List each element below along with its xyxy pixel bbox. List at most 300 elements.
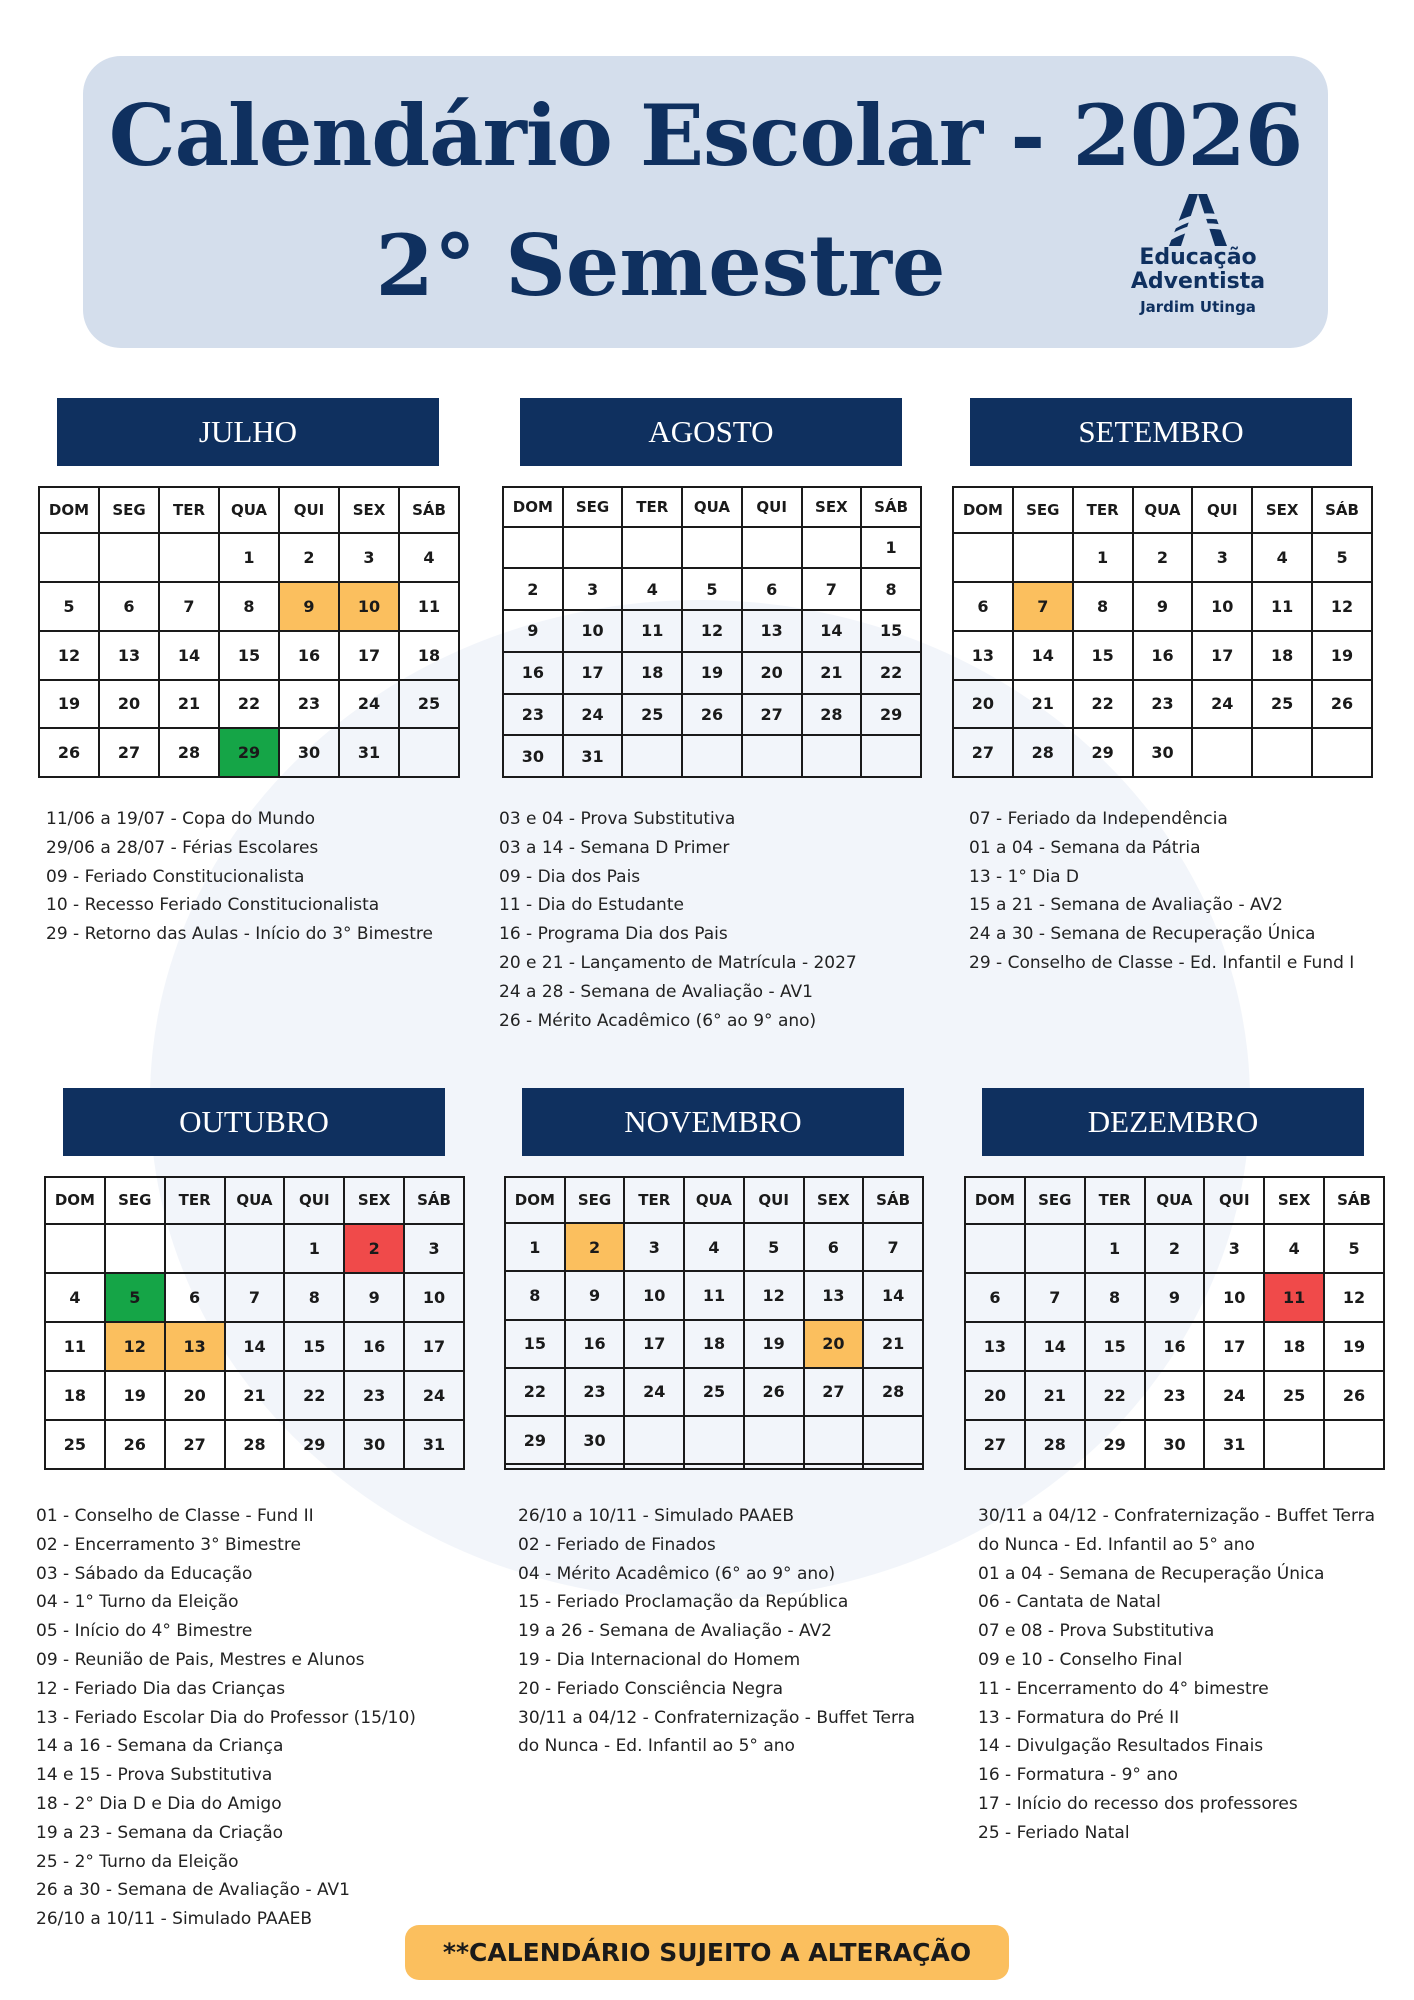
event-item: 01 - Conselho de Classe - Fund II	[36, 1506, 314, 1526]
day-cell: 26	[1324, 1371, 1384, 1420]
event-item: 02 - Encerramento 3° Bimestre	[36, 1534, 301, 1555]
event-item: 25 - 2° Turno da Eleição	[36, 1851, 239, 1872]
event-item: 19 a 23 - Semana da Criação	[36, 1822, 284, 1843]
empty-cell	[159, 533, 219, 582]
day-cell: 30	[344, 1420, 404, 1469]
day-cell: 16	[279, 631, 339, 680]
week-row	[953, 582, 1372, 631]
empty-cell	[563, 527, 623, 569]
empty-cell	[682, 735, 742, 777]
day-cell: 27	[804, 1368, 864, 1416]
weekday-row	[953, 487, 1372, 533]
weekday-label: SEG	[565, 1177, 625, 1223]
weekday-label: QUI	[1204, 1177, 1264, 1224]
day-cell: 21	[225, 1371, 285, 1420]
day-cell: 1	[1073, 533, 1133, 582]
event-item: 12 - Feriado Dia das Crianças	[36, 1678, 286, 1699]
week-row	[505, 1416, 923, 1464]
day-cell: 17	[339, 631, 399, 680]
week-row	[39, 728, 459, 777]
week-row	[503, 694, 921, 736]
week-row	[503, 527, 921, 569]
day-cell: 8	[861, 568, 921, 610]
empty-cell	[1013, 533, 1073, 582]
day-cell: 19	[682, 652, 742, 694]
day-cell: 6	[99, 582, 159, 631]
day-cell: 22	[505, 1368, 565, 1416]
weekday-label: SEX	[1264, 1177, 1324, 1224]
event-item: 02 - Feriado de Finados	[518, 1534, 716, 1555]
event-item: 30/11 a 04/12 - Confraternização - Buffet Terra	[978, 1506, 1376, 1526]
day-cell: 13	[99, 631, 159, 680]
day-cell: 7	[1013, 582, 1073, 631]
day-cell: 27	[742, 694, 802, 736]
day-cell: 19	[744, 1320, 804, 1368]
week-row	[953, 680, 1372, 729]
day-cell: 13	[804, 1271, 864, 1319]
empty-cell	[684, 1464, 744, 1469]
week-row	[39, 533, 459, 582]
month-header-0: JULHO	[57, 398, 439, 466]
event-item: 15 a 21 - Semana de Avaliação - AV2	[969, 895, 1283, 916]
weekday-label: DOM	[953, 487, 1013, 533]
day-cell: 4	[1252, 533, 1312, 582]
day-cell: 23	[503, 694, 563, 736]
day-cell: 11	[1252, 582, 1312, 631]
weekday-row	[503, 487, 921, 527]
weekday-label: QUA	[684, 1177, 744, 1223]
day-cell: 8	[1073, 582, 1133, 631]
empty-cell	[965, 1224, 1025, 1273]
event-item: 07 e 08 - Prova Substitutiva	[978, 1621, 1215, 1642]
day-cell: 30	[503, 735, 563, 777]
day-cell: 6	[965, 1273, 1025, 1322]
weekday-label: QUI	[284, 1177, 344, 1224]
empty-cell	[1025, 1224, 1085, 1273]
weekday-label: DOM	[505, 1177, 565, 1223]
week-row	[39, 680, 459, 729]
day-cell: 2	[279, 533, 339, 582]
events-list	[499, 805, 857, 1035]
empty-cell	[505, 1464, 565, 1469]
day-cell: 28	[1013, 728, 1073, 777]
day-cell: 1	[505, 1223, 565, 1271]
day-cell: 12	[105, 1322, 165, 1371]
event-item: 14 a 16 - Semana da Criança	[36, 1736, 284, 1757]
day-cell: 12	[682, 610, 742, 652]
day-cell: 21	[159, 680, 219, 729]
event-item: 29 - Retorno das Aulas - Início do 3° Bimestre	[46, 924, 433, 945]
day-cell: 6	[804, 1223, 864, 1271]
day-cell: 9	[503, 610, 563, 652]
day-cell: 9	[565, 1271, 625, 1319]
week-row	[505, 1271, 923, 1319]
event-item: 19 a 26 - Semana de Avaliação - AV2	[518, 1621, 832, 1642]
logo-line-1: Educação	[1139, 245, 1257, 270]
day-cell: 10	[404, 1273, 464, 1322]
empty-cell	[744, 1464, 804, 1469]
event-item: 11 - Dia do Estudante	[499, 895, 684, 916]
header-banner	[83, 56, 1328, 348]
empty-cell	[45, 1224, 105, 1273]
event-item: 16 - Formatura - 9° ano	[978, 1765, 1178, 1786]
day-cell: 23	[1133, 680, 1193, 729]
event-item: 24 a 28 - Semana de Avaliação - AV1	[499, 981, 813, 1002]
events-list	[46, 805, 433, 949]
day-cell: 26	[39, 728, 99, 777]
day-cell: 18	[45, 1371, 105, 1420]
event-item: 10 - Recesso Feriado Constitucionalista	[46, 895, 380, 916]
day-cell: 9	[1145, 1273, 1205, 1322]
weekday-label: TER	[624, 1177, 684, 1223]
day-cell: 25	[1252, 680, 1312, 729]
day-cell: 27	[965, 1420, 1025, 1469]
empty-cell	[624, 1416, 684, 1464]
weekday-label: SÁB	[1324, 1177, 1384, 1224]
weekday-label: TER	[159, 487, 219, 533]
day-cell: 22	[1085, 1371, 1145, 1420]
day-cell: 30	[1145, 1420, 1205, 1469]
week-row	[953, 533, 1372, 582]
events-list	[518, 1502, 915, 1761]
empty-cell	[1324, 1420, 1384, 1469]
day-cell: 19	[105, 1371, 165, 1420]
day-cell: 14	[1013, 631, 1073, 680]
weekday-label: SÁB	[404, 1177, 464, 1224]
day-cell: 31	[1204, 1420, 1264, 1469]
day-cell: 27	[99, 728, 159, 777]
day-cell: 19	[39, 680, 99, 729]
event-item: 30/11 a 04/12 - Confraternização - Buffet Terra	[518, 1707, 916, 1728]
week-row	[503, 568, 921, 610]
event-item: 25 - Feriado Natal	[978, 1822, 1130, 1843]
day-cell: 20	[99, 680, 159, 729]
day-cell: 6	[165, 1273, 225, 1322]
day-cell: 4	[622, 568, 682, 610]
day-cell: 22	[861, 652, 921, 694]
day-cell: 14	[863, 1271, 923, 1319]
event-item: 14 - Divulgação Resultados Finais	[978, 1736, 1264, 1757]
day-cell: 22	[284, 1371, 344, 1420]
day-cell: 9	[279, 582, 339, 631]
weekday-label: SEX	[802, 487, 862, 527]
day-cell: 16	[1133, 631, 1193, 680]
event-item: 09 - Feriado Constitucionalista	[46, 866, 305, 887]
day-cell: 21	[863, 1320, 923, 1368]
day-cell: 8	[505, 1271, 565, 1319]
day-cell: 26	[1312, 680, 1372, 729]
day-cell: 13	[165, 1322, 225, 1371]
day-cell: 28	[1025, 1420, 1085, 1469]
calendar-grid	[952, 486, 1373, 778]
weekday-label: DOM	[503, 487, 563, 527]
day-cell: 23	[344, 1371, 404, 1420]
week-row	[965, 1224, 1384, 1273]
day-cell: 26	[105, 1420, 165, 1469]
day-cell: 8	[219, 582, 279, 631]
day-cell: 1	[861, 527, 921, 569]
day-cell: 8	[284, 1273, 344, 1322]
event-item: 06 - Cantata de Natal	[978, 1592, 1161, 1613]
week-row	[45, 1371, 464, 1420]
empty-cell	[39, 533, 99, 582]
weekday-label: SÁB	[861, 487, 921, 527]
weekday-label: SEG	[99, 487, 159, 533]
day-cell: 20	[965, 1371, 1025, 1420]
day-cell: 25	[684, 1368, 744, 1416]
empty-cell	[804, 1416, 864, 1464]
empty-cell	[1252, 728, 1312, 777]
day-cell: 17	[563, 652, 623, 694]
week-row	[965, 1322, 1384, 1371]
empty-cell	[953, 533, 1013, 582]
calendar-grid	[502, 486, 922, 778]
day-cell: 7	[1025, 1273, 1085, 1322]
empty-cell	[742, 527, 802, 569]
week-row	[39, 631, 459, 680]
day-cell: 27	[165, 1420, 225, 1469]
day-cell: 14	[1025, 1322, 1085, 1371]
event-item: 17 - Início do recesso dos professores	[978, 1793, 1298, 1814]
event-item: 04 - 1° Turno da Eleição	[36, 1592, 239, 1613]
weekday-label: SEX	[339, 487, 399, 533]
weekday-row	[505, 1177, 923, 1223]
empty-cell	[744, 1416, 804, 1464]
week-row	[503, 652, 921, 694]
month-header-3: OUTUBRO	[63, 1088, 445, 1156]
day-cell: 25	[1264, 1371, 1324, 1420]
weekday-label: QUI	[744, 1177, 804, 1223]
day-cell: 20	[165, 1371, 225, 1420]
day-cell: 21	[1013, 680, 1073, 729]
weekday-label: SEG	[563, 487, 623, 527]
day-cell: 5	[105, 1273, 165, 1322]
event-item: 26 a 30 - Semana de Avaliação - AV1	[36, 1880, 350, 1901]
weekday-label: SEX	[344, 1177, 404, 1224]
day-cell: 23	[279, 680, 339, 729]
event-item: 01 a 04 - Semana da Pátria	[969, 837, 1201, 858]
weekday-label: SEG	[1025, 1177, 1085, 1224]
empty-cell	[99, 533, 159, 582]
empty-cell	[503, 527, 563, 569]
weekday-label: SEG	[1013, 487, 1073, 533]
day-cell: 31	[404, 1420, 464, 1469]
day-cell: 22	[1073, 680, 1133, 729]
event-item: 26 - Mérito Acadêmico (6° ao 9° ano)	[499, 1010, 817, 1031]
event-item: 18 - 2° Dia D e Dia do Amigo	[36, 1793, 282, 1814]
adventista-logo-icon	[1169, 194, 1227, 246]
day-cell: 3	[624, 1223, 684, 1271]
day-cell: 19	[1312, 631, 1372, 680]
day-cell: 21	[1025, 1371, 1085, 1420]
event-item: 16 - Programa Dia dos Pais	[499, 924, 728, 945]
day-cell: 30	[279, 728, 339, 777]
event-item: 13 - 1° Dia D	[969, 866, 1080, 887]
event-item: 07 - Feriado da Independência	[969, 809, 1228, 829]
weekday-label: DOM	[39, 487, 99, 533]
events-list	[969, 805, 1354, 978]
day-cell: 3	[1192, 533, 1252, 582]
month-header-2: SETEMBRO	[970, 398, 1352, 466]
day-cell: 4	[1264, 1224, 1324, 1273]
day-cell: 31	[563, 735, 623, 777]
day-cell: 25	[622, 694, 682, 736]
weekday-label: SÁB	[863, 1177, 923, 1223]
week-row	[45, 1273, 464, 1322]
day-cell: 18	[399, 631, 459, 680]
day-cell: 24	[404, 1371, 464, 1420]
weekday-label: DOM	[45, 1177, 105, 1224]
weekday-label: QUA	[219, 487, 279, 533]
day-cell: 5	[682, 568, 742, 610]
calendar-grid	[964, 1176, 1385, 1470]
empty-cell	[165, 1224, 225, 1273]
month-header-4: NOVEMBRO	[522, 1088, 904, 1156]
day-cell: 14	[225, 1322, 285, 1371]
day-cell: 15	[284, 1322, 344, 1371]
day-cell: 28	[225, 1420, 285, 1469]
day-cell: 2	[565, 1223, 625, 1271]
event-item: 26/10 a 10/11 - Simulado PAAEB	[518, 1506, 795, 1526]
events-list	[978, 1502, 1375, 1848]
day-cell: 23	[565, 1368, 625, 1416]
day-cell: 5	[1312, 533, 1372, 582]
day-cell: 12	[744, 1271, 804, 1319]
day-cell: 4	[684, 1223, 744, 1271]
day-cell: 13	[965, 1322, 1025, 1371]
event-item: 03 - Sábado da Educação	[36, 1563, 253, 1584]
day-cell: 16	[1145, 1322, 1205, 1371]
day-cell: 15	[219, 631, 279, 680]
day-cell: 9	[1133, 582, 1193, 631]
day-cell: 23	[1145, 1371, 1205, 1420]
day-cell: 4	[45, 1273, 105, 1322]
page-title: Calendário Escolar - 2026	[108, 86, 1303, 185]
event-item: 19 - Dia Internacional do Homem	[518, 1649, 801, 1670]
footer-notice: **CALENDÁRIO SUJEITO A ALTERAÇÃO	[405, 1925, 1009, 1980]
empty-cell	[1264, 1420, 1324, 1469]
day-cell: 16	[344, 1322, 404, 1371]
day-cell: 3	[404, 1224, 464, 1273]
day-cell: 2	[1145, 1224, 1205, 1273]
empty-cell	[565, 1464, 625, 1469]
day-cell: 24	[1204, 1371, 1264, 1420]
day-cell: 14	[802, 610, 862, 652]
day-cell: 27	[953, 728, 1013, 777]
empty-cell	[1192, 728, 1252, 777]
week-row	[953, 728, 1372, 777]
day-cell: 30	[565, 1416, 625, 1464]
day-cell: 24	[339, 680, 399, 729]
event-item: 11/06 a 19/07 - Copa do Mundo	[46, 809, 316, 829]
empty-cell	[622, 527, 682, 569]
day-cell: 13	[953, 631, 1013, 680]
day-cell: 1	[1085, 1224, 1145, 1273]
weekday-label: SEX	[804, 1177, 864, 1223]
day-cell: 2	[344, 1224, 404, 1273]
empty-cell	[105, 1224, 165, 1273]
day-cell: 6	[953, 582, 1013, 631]
week-row	[953, 631, 1372, 680]
empty-cell	[742, 735, 802, 777]
empty-cell	[802, 735, 862, 777]
day-cell: 18	[1252, 631, 1312, 680]
day-cell: 29	[861, 694, 921, 736]
day-cell: 18	[1264, 1322, 1324, 1371]
weekday-label: TER	[1085, 1177, 1145, 1224]
empty-cell	[682, 527, 742, 569]
weekday-label: QUA	[1145, 1177, 1205, 1224]
day-cell: 1	[219, 533, 279, 582]
event-item: 29 - Conselho de Classe - Ed. Infantil e Fund I	[969, 952, 1355, 973]
weekday-label: TER	[165, 1177, 225, 1224]
day-cell: 9	[344, 1273, 404, 1322]
event-item: 13 - Formatura do Pré II	[978, 1707, 1180, 1728]
day-cell: 22	[219, 680, 279, 729]
event-item: 09 e 10 - Conselho Final	[978, 1649, 1183, 1670]
day-cell: 24	[1192, 680, 1252, 729]
page-subtitle: 2° Semestre	[375, 216, 946, 315]
day-cell: 26	[682, 694, 742, 736]
weekday-label: SÁB	[399, 487, 459, 533]
day-cell: 18	[622, 652, 682, 694]
event-item: 15 - Feriado Proclamação da República	[518, 1592, 849, 1613]
event-item: 05 - Início do 4° Bimestre	[36, 1621, 253, 1642]
event-item: 14 e 15 - Prova Substitutiva	[36, 1765, 273, 1786]
weekday-label: QUA	[225, 1177, 285, 1224]
day-cell: 12	[1312, 582, 1372, 631]
day-cell: 10	[1192, 582, 1252, 631]
day-cell: 2	[1133, 533, 1193, 582]
day-cell: 18	[684, 1320, 744, 1368]
day-cell: 19	[1324, 1322, 1384, 1371]
week-row	[505, 1223, 923, 1271]
day-cell: 10	[339, 582, 399, 631]
week-row	[505, 1320, 923, 1368]
day-cell: 3	[1204, 1224, 1264, 1273]
day-cell: 29	[1073, 728, 1133, 777]
day-cell: 10	[624, 1271, 684, 1319]
event-item: 03 a 14 - Semana D Primer	[499, 837, 730, 858]
day-cell: 29	[505, 1416, 565, 1464]
day-cell: 17	[1204, 1322, 1264, 1371]
week-row	[965, 1273, 1384, 1322]
day-cell: 17	[624, 1320, 684, 1368]
day-cell: 15	[1073, 631, 1133, 680]
day-cell: 13	[742, 610, 802, 652]
day-cell: 6	[742, 568, 802, 610]
empty-cell	[399, 728, 459, 777]
day-cell: 29	[219, 728, 279, 777]
empty-cell	[684, 1416, 744, 1464]
week-row	[965, 1420, 1384, 1469]
day-cell: 11	[45, 1322, 105, 1371]
day-cell: 11	[1264, 1273, 1324, 1322]
empty-cell	[1312, 728, 1372, 777]
event-item: 20 e 21 - Lançamento de Matrícula - 2027	[499, 952, 857, 973]
week-row	[505, 1464, 923, 1469]
event-item: 09 - Reunião de Pais, Mestres e Alunos	[36, 1649, 365, 1670]
day-cell: 29	[1085, 1420, 1145, 1469]
weekday-label: QUA	[1133, 487, 1193, 533]
day-cell: 24	[624, 1368, 684, 1416]
day-cell: 15	[1085, 1322, 1145, 1371]
event-item: 26/10 a 10/11 - Simulado PAAEB	[36, 1909, 313, 1930]
weekday-label: SÁB	[1312, 487, 1372, 533]
month-header-1: AGOSTO	[520, 398, 902, 466]
logo-line-3: Jardim Utinga	[1140, 298, 1256, 316]
weekday-label: QUA	[682, 487, 742, 527]
